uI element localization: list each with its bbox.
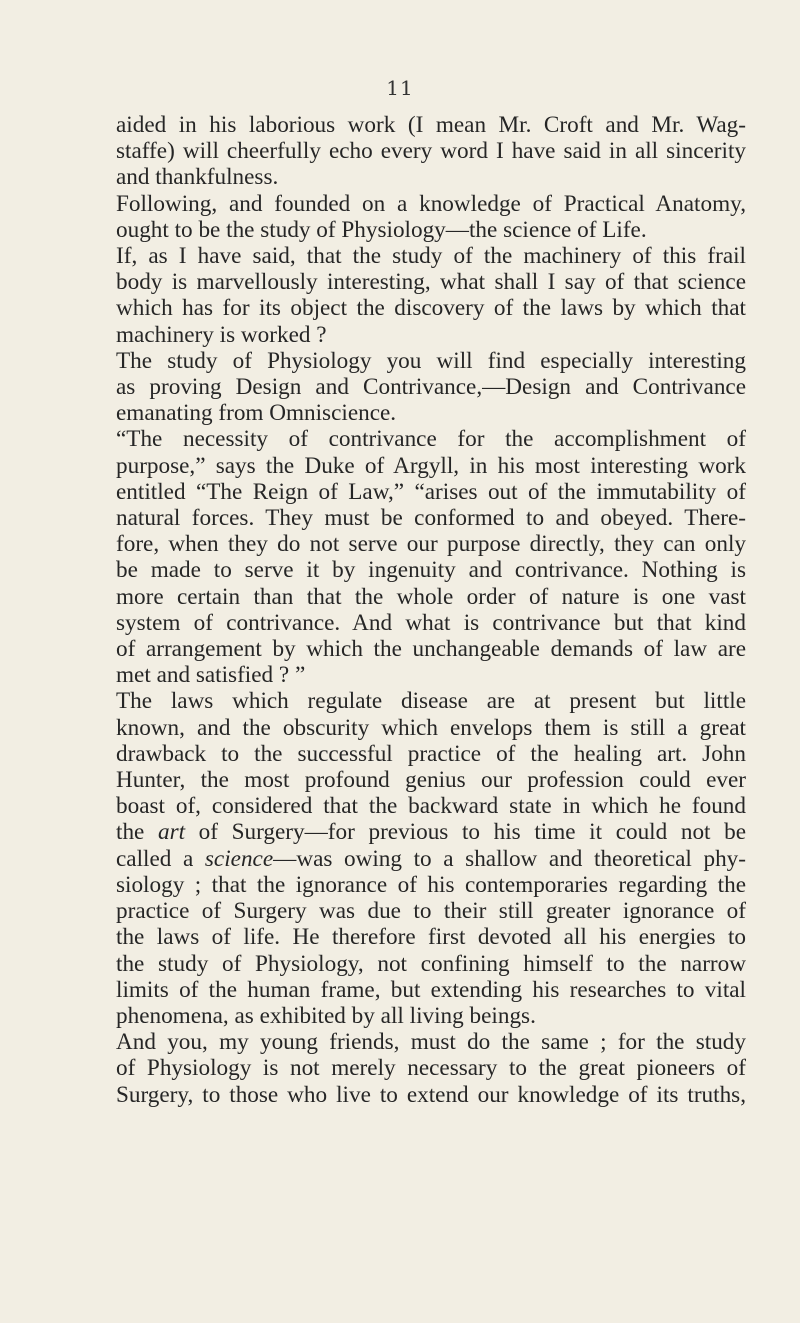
text-line: ought to be the study of Physiology—the science of Life. [116, 216, 647, 243]
text-line: emanating from Omniscience. [116, 400, 397, 427]
paragraph-1 [116, 112, 746, 191]
text-line: Surgery, to those who live to extend our knowledge of its truths, [116, 1081, 746, 1108]
text-line: natural forces. They must be conformed to and obeyed. There- [116, 505, 746, 532]
paragraph-6 [116, 688, 746, 1029]
text-line: If, as I have said, that the study of the machinery of this frail [116, 243, 746, 270]
text-line-mixed [116, 846, 746, 872]
paragraph-2 [116, 191, 746, 243]
text-line: boast of, considered that the backward state in which he found [116, 793, 746, 820]
text-line: which has for its object the discovery of the laws by which that [116, 295, 746, 322]
text-line: aided in his laborious work (I mean Mr. Croft and Mr. Wag- [116, 112, 746, 138]
text-line: the study of Physiology, not confining himself to the narrow [116, 950, 746, 977]
text-line-mixed [116, 819, 746, 845]
text-line: of arrangement by which the unchangeable demands of law are [116, 636, 746, 663]
italic-word: science [204, 845, 274, 872]
text-line: met and satisfied ? ” [116, 662, 306, 689]
text-line: more certain than that the whole order of nature is one vast [116, 583, 746, 610]
text-line: The study of Physiology you will find especially interesting [116, 347, 746, 374]
page-number: 11 [386, 76, 414, 100]
paragraph-3 [116, 243, 746, 348]
text-fragment: of Surgery—for previous to his time it could not be [198, 819, 746, 846]
text-line: fore, when they do not serve our purpose directly, they can only [116, 531, 746, 558]
text-line: The laws which regulate disease are at present but little [116, 688, 746, 715]
text-line: be made to serve it by ingenuity and contrivance. Nothing is [116, 557, 746, 584]
text-line: system of contrivance. And what is contrivance but that kind [116, 609, 746, 636]
italic-word: art [157, 819, 186, 846]
paragraph-4 [116, 348, 746, 427]
text-line: And you, my young friends, must do the same ; for the study [116, 1029, 746, 1056]
text-line: limits of the human frame, but extending his researches to vital [116, 976, 746, 1003]
text-line: known, and the obscurity which envelops them is still a great [116, 714, 746, 741]
text-line: practice of Surgery was due to their still greater ignorance of [116, 898, 746, 925]
text-line: “The necessity of contrivance for the accomplishment of [116, 426, 746, 453]
text-line: the laws of life. He therefore first devoted all his energies to [116, 924, 746, 951]
text-fragment: —was owing to a shallow and theoretical phy- [273, 845, 746, 872]
text-line: of Physiology is not merely necessary to the great pioneers of [116, 1055, 746, 1082]
text-line: Following, and founded on a knowledge of Practical Anatomy, [116, 190, 746, 217]
text-fragment: called a [116, 845, 194, 872]
text-line: entitled “The Reign of Law,” “arises out of the immutability of [116, 478, 746, 505]
text-line: as proving Design and Contrivance,—Design and Contrivance [116, 374, 746, 401]
text-line: Hunter, the most profound genius our profession could ever [116, 767, 746, 794]
text-line: phenomena, as exhibited by all living beings. [116, 1002, 536, 1029]
text-fragment: the [116, 819, 145, 846]
text-line: drawback to the successful practice of the healing art. John [116, 740, 746, 767]
text-line: and thankfulness. [116, 164, 279, 191]
body-text [116, 112, 746, 1108]
text-line: siology ; that the ignorance of his contemporaries regarding the [116, 871, 746, 898]
text-line: purpose,” says the Duke of Argyll, in his most interesting work [116, 452, 746, 479]
paragraph-7 [116, 1029, 746, 1108]
text-line: body is marvellously interesting, what shall I say of that science [116, 269, 746, 296]
text-line: machinery is worked ? [116, 321, 327, 348]
paragraph-5-quotation [116, 426, 746, 688]
text-line: staffe) will cheerfully echo every word I have said in all sincerity [116, 138, 746, 165]
